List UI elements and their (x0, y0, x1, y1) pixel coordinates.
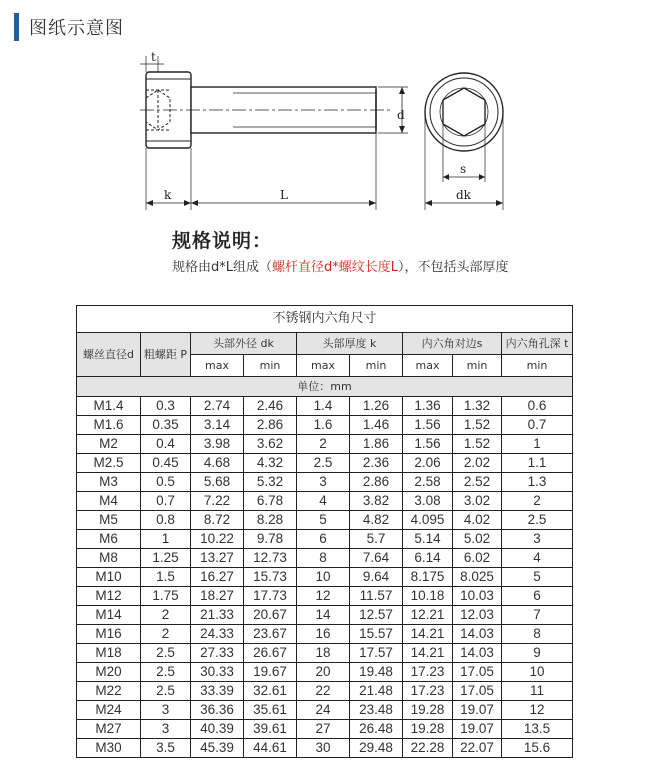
table-cell: 14.03 (453, 644, 502, 663)
table-cell: 18 (297, 644, 350, 663)
spec-title: 规格说明： (172, 230, 273, 252)
table-row (77, 644, 573, 663)
table-row (77, 739, 573, 758)
table-cell: M24 (77, 701, 141, 720)
table-cell: 2.5 (141, 663, 191, 682)
table-cell: 6.14 (403, 549, 453, 568)
spec-description (172, 256, 509, 275)
table-caption: 不锈钢内六角尺寸 (77, 306, 573, 333)
table-cell: 3.62 (244, 435, 297, 454)
header-head-od: 头部外径 dk (191, 333, 297, 355)
table-cell: 45.39 (191, 739, 244, 758)
table-cell: 12.73 (244, 549, 297, 568)
table-cell: 1.75 (141, 587, 191, 606)
table-cell: 9.64 (350, 568, 403, 587)
table-cell: 30 (297, 739, 350, 758)
spec-desc-highlight: 螺杆直径d*螺纹长度L (272, 260, 398, 275)
table-row (77, 587, 573, 606)
table-cell: 29.48 (350, 739, 403, 758)
table-cell: M14 (77, 606, 141, 625)
table-row (77, 701, 573, 720)
table-cell: 4.095 (403, 511, 453, 530)
table-cell: 6 (502, 587, 573, 606)
table-cell: 4 (297, 492, 350, 511)
table-body (77, 397, 573, 758)
table-cell: 17.57 (350, 644, 403, 663)
unit-label: 单位：mm (77, 377, 573, 397)
header-hex-af: 内六角对边s (403, 333, 502, 355)
header-accent-bar (14, 13, 19, 41)
table-cell: 1.3 (502, 473, 573, 492)
table-cell: 3.98 (191, 435, 244, 454)
table-cell: 3.5 (141, 739, 191, 758)
table-cell: 5.7 (350, 530, 403, 549)
table-cell: 2 (502, 492, 573, 511)
subheader-cell: max (297, 355, 350, 377)
table-cell: 27 (297, 720, 350, 739)
table-row (77, 663, 573, 682)
table-cell: 2.74 (191, 397, 244, 416)
table-cell: M12 (77, 587, 141, 606)
table-cell: 1.32 (453, 397, 502, 416)
table-cell: 1.86 (350, 435, 403, 454)
table-cell: 12 (502, 701, 573, 720)
screw-drawing (0, 52, 650, 222)
table-row (77, 416, 573, 435)
table-cell: 17.23 (403, 663, 453, 682)
table-cell: M20 (77, 663, 141, 682)
table-cell: 4.68 (191, 454, 244, 473)
table-cell: 22 (297, 682, 350, 701)
table-cell: 1 (141, 530, 191, 549)
table-cell: 7.22 (191, 492, 244, 511)
table-row (77, 473, 573, 492)
table-cell: 2.5 (141, 644, 191, 663)
table-cell: 11 (502, 682, 573, 701)
table-cell: 3 (141, 701, 191, 720)
table-row (77, 454, 573, 473)
table-cell: 7.64 (350, 549, 403, 568)
table-cell: 26.48 (350, 720, 403, 739)
table-cell: 0.3 (141, 397, 191, 416)
table-cell: 13.27 (191, 549, 244, 568)
subheader-cell: min (244, 355, 297, 377)
table-row (77, 606, 573, 625)
dimension-table (76, 305, 573, 758)
header-hex-depth: 内六角孔深 t (502, 333, 573, 355)
table-cell: 19.48 (350, 663, 403, 682)
table-cell: 21.33 (191, 606, 244, 625)
label-s: s (460, 162, 467, 176)
table-cell: M18 (77, 644, 141, 663)
table-cell: 2.58 (403, 473, 453, 492)
table-caption-row (77, 306, 573, 333)
table-cell: 8.175 (403, 568, 453, 587)
table-cell: 2.5 (141, 682, 191, 701)
table-cell: 14.03 (453, 625, 502, 644)
table-cell: 12.57 (350, 606, 403, 625)
label-t: t (151, 52, 156, 64)
table-cell: 23.67 (244, 625, 297, 644)
table-row (77, 682, 573, 701)
section-title: 图纸示意图 (29, 18, 124, 39)
table-cell: 1.52 (453, 416, 502, 435)
table-cell: 8.28 (244, 511, 297, 530)
table-cell: 10.18 (403, 587, 453, 606)
table-cell: 21.48 (350, 682, 403, 701)
table-cell: 14.21 (403, 644, 453, 663)
table-cell: 2.36 (350, 454, 403, 473)
table-cell: 1.4 (297, 397, 350, 416)
table-cell: 2.86 (244, 416, 297, 435)
table-cell: 5 (297, 511, 350, 530)
table-cell: M10 (77, 568, 141, 587)
table-cell: 27.33 (191, 644, 244, 663)
table-cell: 10 (502, 663, 573, 682)
table-cell: 1.46 (350, 416, 403, 435)
table-row (77, 530, 573, 549)
table-cell: 5.14 (403, 530, 453, 549)
header-thread-dia: 螺丝直径d (77, 333, 141, 377)
table-cell: 17.23 (403, 682, 453, 701)
table-row (77, 397, 573, 416)
table-cell: 5.02 (453, 530, 502, 549)
table-cell: 0.35 (141, 416, 191, 435)
table-cell: 5.32 (244, 473, 297, 492)
table-cell: 4.82 (350, 511, 403, 530)
table-cell: 32.61 (244, 682, 297, 701)
spec-desc-prefix: 规格由d*L组成（ (172, 260, 272, 275)
table-cell: M22 (77, 682, 141, 701)
table-cell: M8 (77, 549, 141, 568)
table-cell: 13.5 (502, 720, 573, 739)
table-cell: 10.22 (191, 530, 244, 549)
table-cell: M27 (77, 720, 141, 739)
table-cell: 5 (502, 568, 573, 587)
subheader-cell: min (350, 355, 403, 377)
table-cell: 8.72 (191, 511, 244, 530)
table-cell: M30 (77, 739, 141, 758)
table-cell: 17.05 (453, 663, 502, 682)
label-d: d (397, 108, 405, 122)
table-cell: 19.07 (453, 701, 502, 720)
table-cell: 2.06 (403, 454, 453, 473)
label-L: L (280, 188, 288, 202)
table-cell: M2.5 (77, 454, 141, 473)
table-cell: 12.03 (453, 606, 502, 625)
table-cell: 6.02 (453, 549, 502, 568)
table-cell: 2.02 (453, 454, 502, 473)
table-cell: 2 (141, 606, 191, 625)
table-cell: 19.67 (244, 663, 297, 682)
table-cell: 0.8 (141, 511, 191, 530)
table-cell: 2.52 (453, 473, 502, 492)
table-cell: 3.14 (191, 416, 244, 435)
subheader-cell: min (502, 355, 573, 377)
table-row (77, 720, 573, 739)
table-cell: 16 (297, 625, 350, 644)
table-cell: 1.5 (141, 568, 191, 587)
table-cell: 22.07 (453, 739, 502, 758)
table-cell: 18.27 (191, 587, 244, 606)
table-cell: 23.48 (350, 701, 403, 720)
subheader-cell: min (453, 355, 502, 377)
header-pitch: 粗螺距 P (141, 333, 191, 377)
table-cell: 26.67 (244, 644, 297, 663)
table-cell: 1.56 (403, 435, 453, 454)
table-cell: 4.32 (244, 454, 297, 473)
table-row (77, 568, 573, 587)
table-cell: 16.27 (191, 568, 244, 587)
table-cell: 9 (502, 644, 573, 663)
table-cell: 20 (297, 663, 350, 682)
table-cell: 9.78 (244, 530, 297, 549)
table-cell: 0.7 (141, 492, 191, 511)
table-cell: 0.5 (141, 473, 191, 492)
table-cell: 36.36 (191, 701, 244, 720)
screw-side-view (140, 56, 408, 210)
table-cell: 33.39 (191, 682, 244, 701)
table-cell: 15.73 (244, 568, 297, 587)
table-cell: M3 (77, 473, 141, 492)
table-cell: 17.73 (244, 587, 297, 606)
table-cell: 44.61 (244, 739, 297, 758)
table-cell: 19.28 (403, 720, 453, 739)
header-head-thickness: 头部厚度 k (297, 333, 403, 355)
table-cell: 24 (297, 701, 350, 720)
table-cell: 12 (297, 587, 350, 606)
table-cell: 30.33 (191, 663, 244, 682)
table-cell: 2 (297, 435, 350, 454)
spec-desc-suffix: ），不包括头部厚度 (398, 260, 509, 275)
table-cell: 14 (297, 606, 350, 625)
table-cell: 4 (502, 549, 573, 568)
table-cell: 1.52 (453, 435, 502, 454)
table-cell: 1.56 (403, 416, 453, 435)
label-k: k (164, 188, 172, 202)
table-cell: 3 (502, 530, 573, 549)
table-cell: 0.4 (141, 435, 191, 454)
table-cell: 10 (297, 568, 350, 587)
table-cell: 19.07 (453, 720, 502, 739)
table-row (77, 492, 573, 511)
table-cell: M4 (77, 492, 141, 511)
table-cell: 5.68 (191, 473, 244, 492)
subheader-cell: max (191, 355, 244, 377)
table-cell: 1.1 (502, 454, 573, 473)
table-cell: 35.61 (244, 701, 297, 720)
table-cell: 40.39 (191, 720, 244, 739)
table-cell: 7 (502, 606, 573, 625)
table-cell: 3.82 (350, 492, 403, 511)
table-cell: 14.21 (403, 625, 453, 644)
table-cell: 19.28 (403, 701, 453, 720)
table-cell: 1.6 (297, 416, 350, 435)
table-row (77, 435, 573, 454)
table-cell: 3.02 (453, 492, 502, 511)
table-cell: M2 (77, 435, 141, 454)
table-cell: M5 (77, 511, 141, 530)
table-cell: 3 (141, 720, 191, 739)
table-cell: 10.03 (453, 587, 502, 606)
table-cell: 2.46 (244, 397, 297, 416)
table-cell: 39.61 (244, 720, 297, 739)
table-cell: 1.25 (141, 549, 191, 568)
table-row (77, 549, 573, 568)
table-cell: 2.5 (297, 454, 350, 473)
table-cell: 6.78 (244, 492, 297, 511)
table-header-row (77, 333, 573, 355)
table-cell: 0.7 (502, 416, 573, 435)
table-cell: 15.6 (502, 739, 573, 758)
table-cell: 0.6 (502, 397, 573, 416)
table-cell: 20.67 (244, 606, 297, 625)
table-unit-row (77, 377, 573, 397)
table-cell: 1 (502, 435, 573, 454)
table-cell: 17.05 (453, 682, 502, 701)
table-cell: 0.45 (141, 454, 191, 473)
table-cell: 22.28 (403, 739, 453, 758)
table-cell: 2 (141, 625, 191, 644)
section-header (14, 12, 124, 42)
table-row (77, 625, 573, 644)
subheader-cell: max (403, 355, 453, 377)
table-row (77, 511, 573, 530)
table-cell: 3.08 (403, 492, 453, 511)
table-cell: 24.33 (191, 625, 244, 644)
table-cell: 11.57 (350, 587, 403, 606)
table-cell: 2.5 (502, 511, 573, 530)
table-cell: M16 (77, 625, 141, 644)
table-cell: 2.86 (350, 473, 403, 492)
table-cell: M6 (77, 530, 141, 549)
table-cell: 1.36 (403, 397, 453, 416)
table-cell: 8 (297, 549, 350, 568)
table-cell: 15.57 (350, 625, 403, 644)
table-cell: 8 (502, 625, 573, 644)
table-cell: 1.26 (350, 397, 403, 416)
table-cell: 3 (297, 473, 350, 492)
label-dk: dk (456, 188, 471, 202)
table-cell: 4.02 (453, 511, 502, 530)
table-cell: 8.025 (453, 568, 502, 587)
table-cell: M1.6 (77, 416, 141, 435)
table-cell: M1.4 (77, 397, 141, 416)
table-cell: 6 (297, 530, 350, 549)
table-cell: 12.21 (403, 606, 453, 625)
